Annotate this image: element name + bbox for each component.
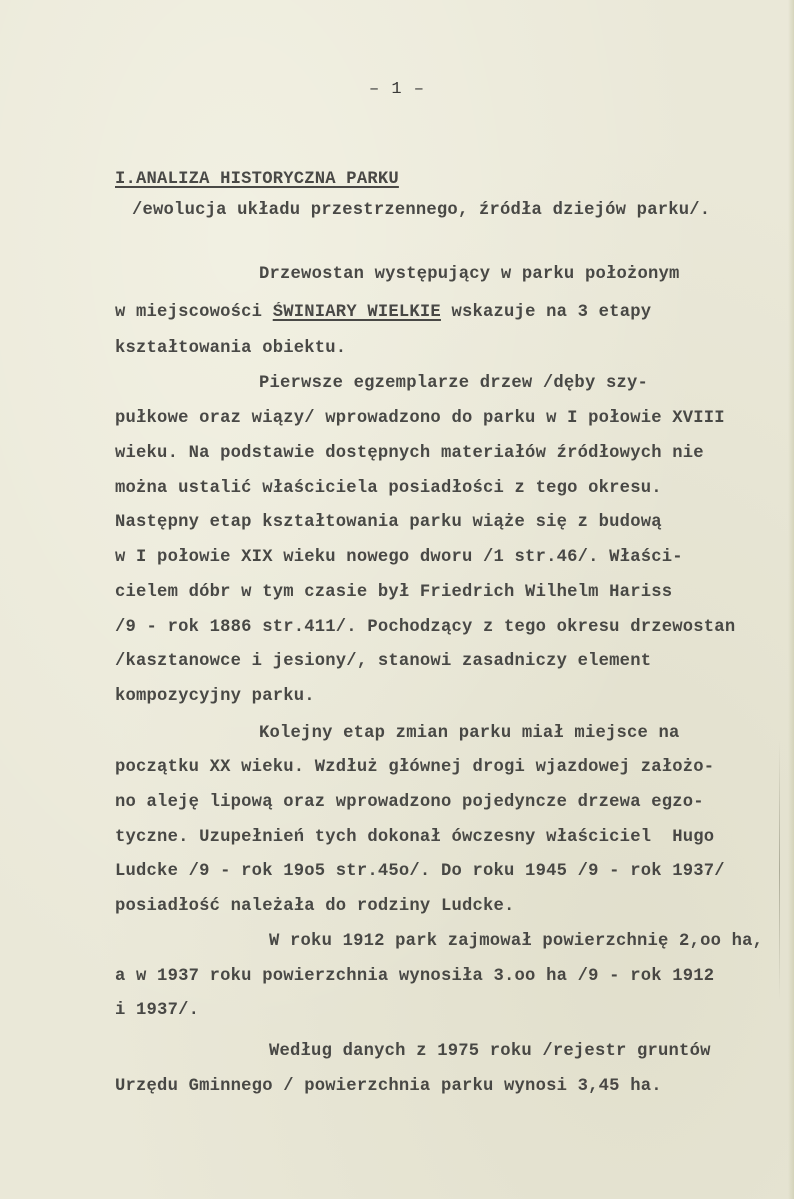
section-subheading: /ewolucja układu przestrzennego, źródła dziejów parku/. [132,201,711,220]
text-line: W roku 1912 park zajmował powierzchnię 2,oo ha, [269,932,764,951]
text-line: Drzewostan występujący w parku położonym [259,265,680,284]
text-line [115,303,651,322]
place-name: ŚWINIARY WIELKIE [272,303,441,322]
text-line: no aleję lipową oraz wprowadzono pojedyncze drzewa egzo- [115,793,704,812]
text-line: Ludcke /9 - rok 19o5 str.45o/. Do roku 1945 /9 - rok 1937/ [115,862,725,881]
text-line: a w 1937 roku powierzchnia wynosiła 3.oo ha /9 - rok 1912 [115,967,715,986]
text-fragment: w miejscowości [115,303,273,322]
paper-crease [779,740,780,1000]
text-line: w I połowie XIX wieku nowego dworu /1 str.46/. Właści- [115,548,683,567]
text-fragment: wskazuje na 3 etapy [440,303,652,322]
text-line: tyczne. Uzupełnień tych dokonał ówczesny właściciel Hugo [115,828,715,847]
text-line: Urzędu Gminnego / powierzchnia parku wynosi 3,45 ha. [115,1077,662,1096]
text-line: można ustalić właściciela posiadłości z tego okresu. [115,479,662,498]
text-line: Następny etap kształtowania parku wiąże się z budową [115,513,662,532]
text-line: Kolejny etap zmian parku miał miejsce na [259,724,680,743]
text-line: Według danych z 1975 roku /rejestr gruntów [269,1042,711,1061]
text-line: kształtowania obiektu. [115,339,347,358]
text-line: /kasztanowce i jesiony/, stanowi zasadniczy element [115,652,652,671]
text-line: pułkowe oraz wiązy/ wprowadzono do parku w I połowie XVIII [115,409,725,428]
text-line: kompozycyjny parku. [115,687,315,706]
paper-edge [788,0,794,1199]
text-line: początku XX wieku. Wzdłuż głównej drogi wjazdowej założo- [115,758,715,777]
text-line: cielem dóbr w tym czasie był Friedrich Wilhelm Hariss [115,583,673,602]
text-line: Pierwsze egzemplarze drzew /dęby szy- [259,374,649,393]
section-heading: I.ANALIZA HISTORYCZNA PARKU [115,170,399,189]
page-number: – 1 – [368,80,425,99]
text-line: wieku. Na podstawie dostępnych materiałów źródłowych nie [115,444,704,463]
text-line: i 1937/. [115,1001,200,1020]
text-line: /9 - rok 1886 str.411/. Pochodzący z tego okresu drzewostan [115,618,736,637]
text-line: posiadłość należała do rodziny Ludcke. [115,897,515,916]
